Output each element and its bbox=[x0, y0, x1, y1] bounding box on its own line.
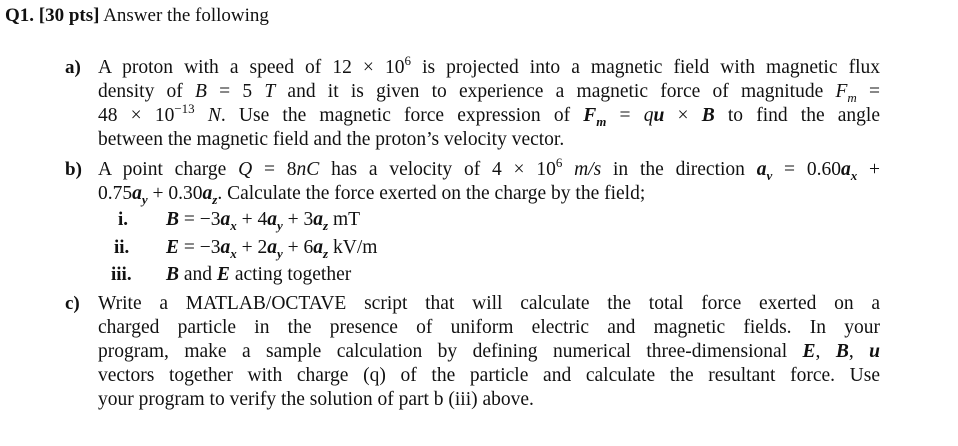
part-a-line-3: $48 \times 10^{-13}$ N. Use the magnetic force expression of $F_m$ = qu × B to find the angle bbox=[98, 100, 881, 129]
part-c-line-1: Write a MATLAB/OCTAVE script that will calculate the total force exerted on a bbox=[98, 293, 880, 314]
part-a-line-4: between the magnetic field and the proton’s velocity vector. bbox=[98, 129, 565, 150]
question-number: Q1. [30 pts] bbox=[5, 5, 100, 26]
part-b-subitem-2-number: ii. bbox=[114, 237, 130, 258]
part-b-subitem-1-number: i. bbox=[118, 209, 129, 230]
part-c-line-2: charged particle in the presence of uniform electric and magnetic fields. In your bbox=[98, 317, 880, 338]
question-title: Answer the following bbox=[103, 5, 269, 26]
part-b-letter: b) bbox=[65, 159, 82, 180]
part-b-subitem-2-text: $E = -3a_x + 2a_y + 6a_z$ kV/m bbox=[166, 237, 378, 261]
part-b-subitem-3-number: iii. bbox=[111, 264, 132, 285]
part-b-subitem-3-text: B and E acting together bbox=[166, 264, 352, 285]
part-c-line-3: program, make a sample calculation by defining numerical three-dimensional E, B, u bbox=[98, 341, 881, 362]
part-b-line-2: $0.75a_y + 0.30a_z$. Calculate the force exerted on the charge by the field; bbox=[98, 183, 646, 207]
part-c-line-5: your program to verify the solution of part b (iii) above. bbox=[98, 389, 534, 410]
part-b-line-1: A point charge Q = 8nC has a velocity of $4 \times 10^6$ m/s in the direction $a_v = 0.60a_x$ + bbox=[98, 154, 880, 183]
part-c-line-4: vectors together with charge (q) of the particle and calculate the resultant force. Use bbox=[98, 365, 880, 386]
part-a-line-2: density of B = 5 T and it is given to experience a magnetic force of magnitude $F_m$ = bbox=[98, 81, 881, 105]
part-b-subitem-1-text: $B = -3a_x + 4a_y + 3a_z$ mT bbox=[166, 209, 361, 233]
part-a-letter: a) bbox=[65, 57, 81, 78]
question-heading bbox=[5, 5, 269, 27]
part-c-letter: c) bbox=[65, 293, 80, 314]
part-a-line-1: A proton with a speed of $12 \times 10^6$ is projected into a magnetic field with magnetic flux bbox=[98, 52, 880, 78]
